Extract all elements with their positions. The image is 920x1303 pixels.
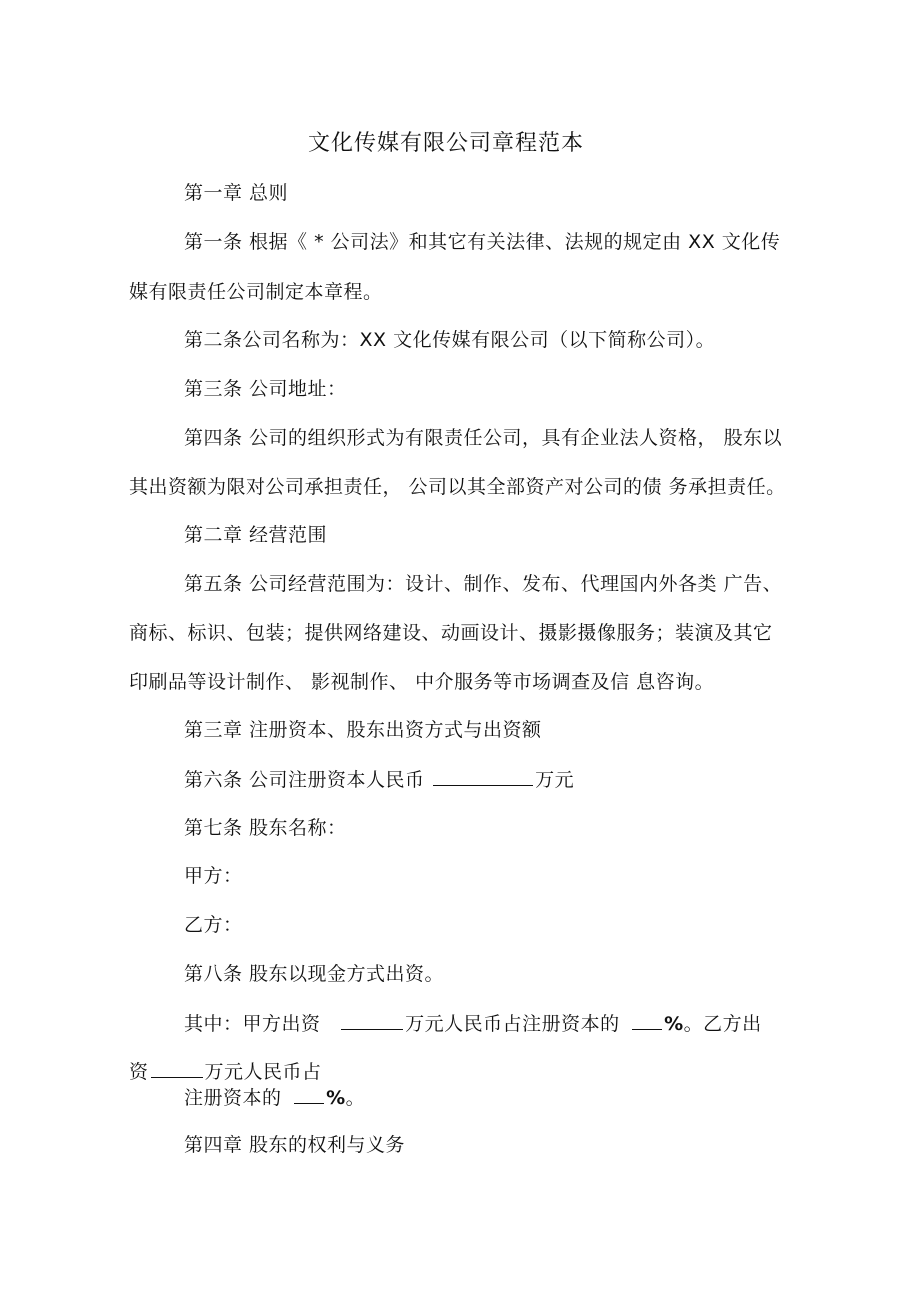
article-8-detail-text: 其中：甲方出资 [184, 1013, 321, 1035]
article-8-detail-end: 。乙方出 [683, 1013, 762, 1035]
party-a-amount-blank [341, 1011, 403, 1030]
article-8-line-3-start: 注册资本的 [184, 1087, 282, 1109]
article-6-text: 第六条 公司注册资本人民币 [184, 769, 425, 791]
article-4-line-2: 其出资额为限对公司承担责任， 公司以其全部资产对公司的债 务承担责任。 [129, 476, 786, 498]
article-1-line-2: 媒有限责任公司制定本章程。 [129, 281, 383, 303]
article-4-line-1: 第四条 公司的组织形式为有限责任公司，具有企业法人资格， 股东以 [184, 427, 783, 449]
article-8-detail-line-1 [184, 1011, 762, 1036]
article-2-company-placeholder: XX [359, 329, 387, 351]
chapter-3-heading: 第三章 注册资本、股东出资方式与出资额 [184, 719, 542, 741]
party-b-percent-sign: % [326, 1087, 346, 1109]
article-1-text-end: 文化传 [721, 231, 781, 253]
article-8-detail-line-2 [129, 1059, 322, 1084]
article-8-line-3-end: 。 [345, 1087, 366, 1109]
chapter-2-heading: 第二章 经营范围 [184, 524, 328, 546]
article-2-text: 第二条公司名称为： [184, 329, 360, 351]
party-b-label: 乙方： [184, 914, 243, 936]
article-5-line-1: 第五条 公司经营范围为：设计、制作、发布、代理国内外各类 广告、 [184, 573, 783, 595]
article-1-company-placeholder: XX [688, 231, 716, 253]
article-8-line-2-start: 资 [129, 1061, 149, 1083]
article-2-text-end: 文化传媒有限公司（以下简称公司）。 [393, 329, 716, 351]
article-8-line-2-end: 万元人民币占 [204, 1061, 322, 1083]
party-a-percent-blank [632, 1011, 662, 1030]
party-a-label: 甲方： [184, 865, 243, 887]
chapter-1-heading: 第一章 总则 [184, 182, 289, 204]
article-6 [184, 767, 574, 792]
article-8-detail-line-3 [184, 1085, 365, 1110]
article-1-text: 第一条 根据《 * 公司法》和其它有关法律、法规的规定由 [184, 231, 682, 253]
article-3: 第三条 公司地址： [184, 378, 347, 400]
article-6-unit: 万元 [535, 769, 575, 791]
article-5-line-3: 印刷品等设计制作、 影视制作、 中介服务等市场调查及信 息咨询。 [129, 671, 715, 693]
article-1-line-1 [184, 230, 780, 254]
party-a-percent-sign: % [664, 1013, 684, 1035]
article-5-line-2: 商标、标识、包装；提供网络建设、动画设计、摄影摄像服务；装演及其它 [129, 622, 773, 644]
article-8-detail-mid: 万元人民币占注册资本的 [405, 1013, 620, 1035]
article-8: 第八条 股东以现金方式出资。 [184, 963, 445, 985]
party-b-percent-blank [294, 1085, 324, 1104]
article-2 [184, 328, 715, 352]
document-title: 文化传媒有限公司章程范本 [307, 131, 584, 156]
capital-amount-blank [433, 767, 533, 786]
article-7: 第七条 股东名称： [184, 817, 347, 839]
chapter-4-heading: 第四章 股东的权利与义务 [184, 1134, 406, 1156]
party-b-amount-blank [151, 1059, 203, 1078]
